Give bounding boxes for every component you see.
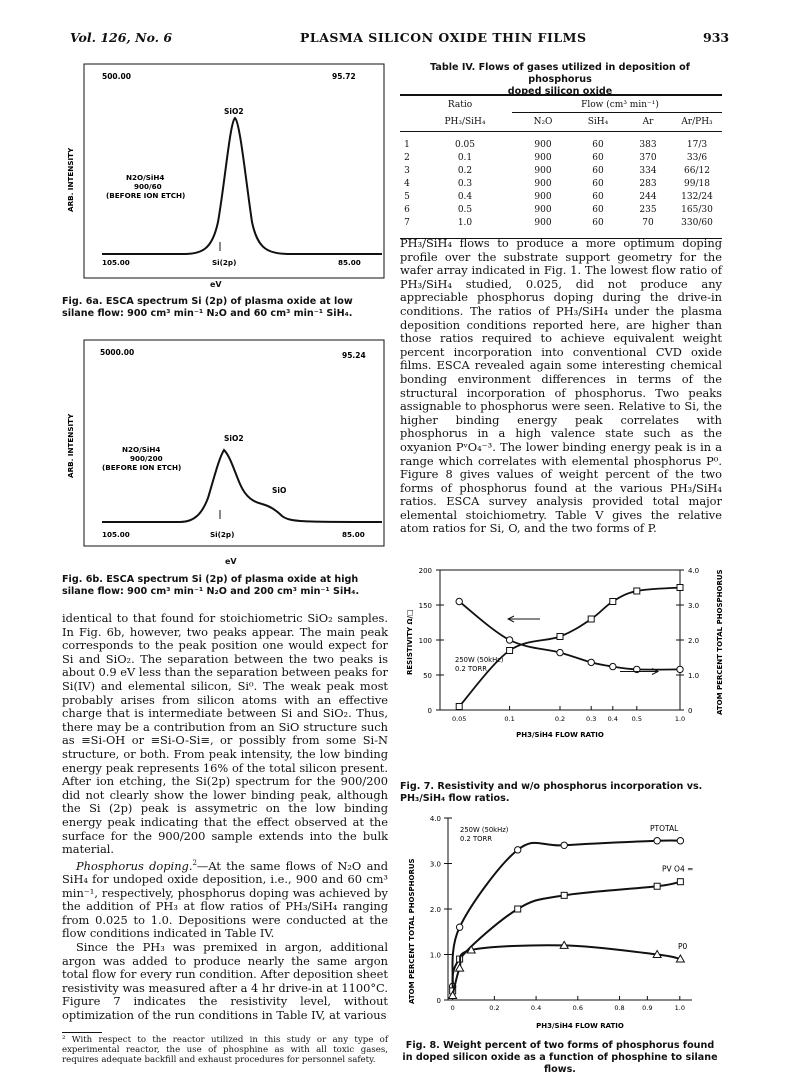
table4-col-1: PH₃/SiH₄ xyxy=(444,117,486,127)
fig6a-ylabel: ARB. INTENSITY xyxy=(66,147,75,212)
table4-cell: 33/6 xyxy=(686,153,708,163)
fig8-caption: Fig. 8. Weight percent of two forms of phosphorus found in doped silicon oxide as a function of phosphine to silane flows. xyxy=(402,1040,718,1075)
fig6a-bottom-mid: Si(2p) xyxy=(212,258,237,267)
fig7-xtick-label: 1.0 xyxy=(674,715,686,723)
fig6a-peak-label: SiO2 xyxy=(224,107,244,116)
fig7-resistivity-point xyxy=(610,663,616,669)
fig8-xtick-label: 0.4 xyxy=(530,1004,542,1012)
fig6b-caption: Fig. 6b. ESCA spectrum Si (2p) of plasma oxide at high silane flow: 900 cm³ min⁻¹ N₂O and 200 cm³ min⁻¹ SiH₄. xyxy=(62,574,360,597)
table4-cell: 132/24 xyxy=(681,192,713,202)
fig8-xtick-label: 1.0 xyxy=(674,1004,685,1012)
fig6a-sample-2: 900/60 xyxy=(134,182,162,191)
fig7-resistivity-point xyxy=(506,637,512,643)
fig7-arrow-left xyxy=(508,616,540,622)
fig7-phosphorus-point xyxy=(588,616,594,622)
table4-cell: 334 xyxy=(639,166,657,176)
table4-cell: 383 xyxy=(639,140,657,150)
table4-cell: 7 xyxy=(404,218,410,228)
fig6b-bottom-right: 85.00 xyxy=(342,530,365,539)
table4-cell: 2 xyxy=(404,153,410,163)
table4-cell: 17/3 xyxy=(686,140,708,150)
fig6a-sample-3: (BEFORE ION ETCH) xyxy=(106,191,186,200)
footnote: ² With respect to the reactor utilized in this study or any type of experimental reactor, the use of phosphine as with all toxic gases, requires adequate backfill and exhaust procedures for personnel safety. xyxy=(62,1035,388,1065)
fig7-phosphorus-point xyxy=(634,588,640,594)
table4-cell: 1.0 xyxy=(457,218,473,228)
fig6b-bottom-left: 105.00 xyxy=(102,530,130,539)
table4-header-rule xyxy=(400,131,722,132)
table4-cell: 6 xyxy=(404,205,410,215)
fig6a-top-right: 95.72 xyxy=(332,72,356,81)
fig7-ylabel-left: RESISTIVITY Ω/□ xyxy=(406,609,414,675)
fig7-ytick-label: 0 xyxy=(427,707,432,715)
table4-title xyxy=(400,62,720,98)
table4-col-5: Ar/PH₃ xyxy=(681,117,713,127)
table4-cell: 283 xyxy=(639,179,657,189)
fig8-xtick-label: 0.6 xyxy=(572,1004,583,1012)
table4-cell: 0.5 xyxy=(457,205,473,215)
table4-cell: 370 xyxy=(639,153,657,163)
table4-cell: 900 xyxy=(534,218,552,228)
fig7-phosphorus-point xyxy=(557,634,563,640)
table4-cell: 235 xyxy=(639,205,657,215)
fig6a-frame xyxy=(84,64,384,278)
fig8-ytick-label: 1.0 xyxy=(429,951,441,960)
table4-cell: 60 xyxy=(592,153,604,163)
fig6a-spectrum xyxy=(62,62,392,287)
fig6b-ylabel: ARB. INTENSITY xyxy=(66,413,75,478)
fig7-y2tick-label: 1.0 xyxy=(688,672,700,680)
fig7-ytick-label: 200 xyxy=(418,567,432,575)
fig8-ptotal-point xyxy=(677,838,683,844)
fig7-ytick-label: 50 xyxy=(423,672,432,680)
fig7-resistivity-point xyxy=(677,666,683,672)
fig8-xtick-label: 0 xyxy=(450,1004,455,1012)
fig6b-top-left: 5000.00 xyxy=(100,348,135,357)
fig8-cond2: 0.2 TORR xyxy=(460,835,492,843)
table4-cell: 1 xyxy=(404,140,410,150)
fig6b-unit: eV xyxy=(225,557,237,566)
right-column xyxy=(400,237,722,536)
fig7-xtick-label: 0.1 xyxy=(504,715,515,723)
table4-group-flow: Flow (cm³ min⁻¹) xyxy=(581,100,659,110)
table4-cell: 60 xyxy=(592,218,604,228)
fig6b-sample-2: 900/200 xyxy=(130,454,163,463)
fig7-y2tick-label: 0 xyxy=(688,707,693,715)
fig8-ytick-label: 4.0 xyxy=(429,815,441,823)
fig8-ytick-label: 2.0 xyxy=(429,906,441,914)
fig6b-spectrum xyxy=(62,338,392,553)
fig8-pv-point xyxy=(515,906,521,912)
fig8-pv-point xyxy=(654,883,660,889)
table4-cell: 60 xyxy=(592,179,604,189)
table4-cell: 0.4 xyxy=(457,192,473,202)
fig7-xlabel: PH3/SiH4 FLOW RATIO xyxy=(516,731,604,739)
fig8-ptotal-line xyxy=(452,840,680,986)
fig7-xtick-label: 0.05 xyxy=(451,715,467,723)
fig8-ptotal-point xyxy=(561,842,567,848)
table4-cell: 60 xyxy=(592,205,604,215)
fig7-phosphorus-line xyxy=(459,588,680,707)
fig8-xtick-label: 0.8 xyxy=(614,1004,625,1012)
fig7-phosphorus-point xyxy=(456,704,462,710)
fig8-cond1: 250W (50kHz) xyxy=(460,826,509,834)
fig7-xtick-label: 0.2 xyxy=(554,715,566,723)
left-column xyxy=(62,612,388,1023)
fig6a-bottom-right: 85.00 xyxy=(338,258,361,267)
table4-cell: 60 xyxy=(592,166,604,176)
table4-cell: 0.2 xyxy=(457,166,473,176)
section-title: Phosphorus doping. xyxy=(76,858,193,873)
page-number: 933 xyxy=(703,30,730,45)
table4-cell: 4 xyxy=(404,179,410,189)
fig7-resistivity-point xyxy=(557,649,563,655)
fig7-ytick-label: 100 xyxy=(418,637,432,645)
fig8-pv-point xyxy=(677,879,683,885)
fig8-ptotal-point xyxy=(654,838,660,844)
fig7-phosphorus-point xyxy=(507,648,513,654)
fig6b-sample-1: N2O/SiH4 xyxy=(122,445,161,454)
table4-cell: 66/12 xyxy=(684,166,710,176)
fig7-phosphorus-point xyxy=(610,599,616,605)
fig7-xtick-label: 0.5 xyxy=(631,715,642,723)
fig7-cond2: 0.2 TORR xyxy=(455,665,487,673)
table4-cell: 70 xyxy=(642,218,654,228)
running-title: PLASMA SILICON OXIDE THIN FILMS xyxy=(300,30,587,45)
right-paragraph-1: PH₃/SiH₄ flows to produce a more optimum doping profile over the substrate support geometry for the wafer array indicated in Fig. 1. The lowest flow ratio of PH₃/SiH₄ studied, 0.025, did not produce any appreciable phosphorus doping during the drive-in conditions. The ratios of PH₃/SiH₄ under the plasma deposition conditions reported here, are higher than those ratios required to achieve equivalent weight percent incorporation into conventional CVD oxide films. ESCA revealed again some interesting chemical bonding environment differences in terms of the structural incorporation of phosphorus. Two peaks assignable to phosphorus were seen. Relative to Si, the higher binding energy peak correlates with phosphorus in a high valence state such as the oxyanion PᵛO₄⁻³. The lower binding energy peak is in a range which correlates with elemental phosphorus P⁰. Figure 8 gives values of weight percent of the two forms of phosphorus found at the various PH₃/SiH₄ ratios. ESCA survey analysis provided total major elemental stoichiometry. Table V gives the relative atom ratios for Si, O, and the two forms of P. xyxy=(400,236,722,536)
volume-label: Vol. 126, No. 6 xyxy=(70,30,173,45)
fig8-xtick-label: 0.9 xyxy=(642,1004,653,1012)
fig7-y2tick-label: 2.0 xyxy=(688,637,700,645)
table4-cell: 900 xyxy=(534,166,552,176)
fig7-resistivity-point xyxy=(588,659,594,665)
fig8-label-p0: P0 xyxy=(678,942,688,952)
footnote-rule xyxy=(62,1032,102,1033)
left-paragraph-2-body: —At the same flows of N₂O and SiH₄ for undoped oxide deposition, i.e., 900 and 60 cm³ min⁻¹, respectively, phosphorus doping was achieved by the addition of PH₃ at flow ratios of PH₃/SiH₄ ranging from 0.025 to 1.0. Depositions were conducted at the flow conditions indicated in Table IV. xyxy=(62,858,388,941)
fig6a-top-left: 500.00 xyxy=(102,72,131,81)
fig8-label-pv: PV O4 = xyxy=(662,864,694,874)
table4-col-2: N₂O xyxy=(533,117,553,127)
table4-cell: 165/30 xyxy=(681,205,713,215)
fig8-ytick-label: 0 xyxy=(436,997,441,1005)
table4-cell: 0.1 xyxy=(457,153,473,163)
table4-col-3: SiH₄ xyxy=(587,117,609,127)
fig8-ylabel: ATOM PERCENT TOTAL PHOSPHORUS xyxy=(408,858,416,1004)
left-paragraph-3: Since the PH₃ was premixed in argon, additional argon was added to produce nearly the same argon total flow for every run condition. After deposition sheet resistivity was measured after a 4 hr drive-in at 1100°C. Figure 7 indicates the resistivity level, without optimization of the run conditions in Table IV, at various xyxy=(62,940,388,1023)
fig7-xtick-label: 0.3 xyxy=(586,715,597,723)
fig7-ytick-label: 150 xyxy=(418,602,432,610)
fig8-label-ptotal: PTOTAL xyxy=(650,823,679,833)
table4-top-rule xyxy=(400,94,722,96)
fig8-ptotal-point xyxy=(515,847,521,853)
fig8-xtick-label: 0.2 xyxy=(489,1004,500,1012)
fig7-caption: Fig. 7. Resistivity and w/o phosphorus incorporation vs. PH₃/SiH₄ flow ratios. xyxy=(400,781,703,804)
left-paragraph-2 xyxy=(62,857,388,941)
table4-cell: 0.05 xyxy=(454,140,476,150)
table4-cell: 330/60 xyxy=(681,218,713,228)
table4-cell: 5 xyxy=(404,192,410,202)
table4-cell: 3 xyxy=(404,166,410,176)
fig7-resistivity-point xyxy=(456,598,462,604)
table4-group-ratio: Ratio xyxy=(447,100,473,110)
table4-group-rule xyxy=(512,112,722,113)
fig8-chart xyxy=(400,810,730,1035)
table4-title-line2: doped silicon oxide xyxy=(507,86,613,97)
table4-cell: 900 xyxy=(534,192,552,202)
table4-cell: 900 xyxy=(534,205,552,215)
fig7-y2tick-label: 3.0 xyxy=(688,602,700,610)
table4-cell: 0.3 xyxy=(457,179,473,189)
fig7-phosphorus-point xyxy=(677,585,683,591)
table4-cell: 900 xyxy=(534,179,552,189)
table4-cell: 60 xyxy=(592,140,604,150)
table4-cell: 900 xyxy=(534,153,552,163)
fig7-chart xyxy=(400,558,730,773)
fig8-p0-line xyxy=(453,945,681,995)
fig6b-top-right: 95.24 xyxy=(342,351,366,360)
footnote-ref: 2 xyxy=(192,858,197,867)
fig7-ylabel-right: ATOM PERCENT TOTAL PHOSPHORUS xyxy=(716,569,724,715)
table4-cell: 60 xyxy=(592,192,604,202)
fig8-ptotal-point xyxy=(456,924,462,930)
fig6a-bottom-left: 105.00 xyxy=(102,258,130,267)
fig8-pv-point xyxy=(561,892,567,898)
fig8-xlabel: PH3/SiH4 FLOW RATIO xyxy=(536,1022,624,1030)
table4-cell: 99/18 xyxy=(684,179,710,189)
table4 xyxy=(400,94,722,244)
fig6b-peak-label: SiO2 xyxy=(224,434,244,443)
fig7-xtick-label: 0.4 xyxy=(607,715,618,723)
fig6b-sample-3: (BEFORE ION ETCH) xyxy=(102,463,182,472)
fig6a-sample-1: N2O/SiH4 xyxy=(126,173,165,182)
fig7-y2tick-label: 4.0 xyxy=(688,567,700,575)
table4-cell: 244 xyxy=(639,192,657,202)
table4-title-line1: Table IV. Flows of gases utilized in deposition of phosphorus xyxy=(430,62,690,85)
fig6a-caption: Fig. 6a. ESCA spectrum Si (2p) of plasma oxide at low silane flow: 900 cm³ min⁻¹ N₂O and 60 cm³ min⁻¹ SiH₄. xyxy=(62,296,353,319)
fig6b-peak2-label: SiO xyxy=(272,486,287,495)
fig6a-unit: eV xyxy=(210,280,222,289)
left-paragraph-1: identical to that found for stoichiometric SiO₂ samples. In Fig. 6b, however, two peaks appear. The main peak corresponds to the peak position one would expect for Si and SiO₂. The separation between the two peaks is about 0.9 eV less than the separation between peaks for Si(IV) and elemental silicon, Si⁰. The weak peak most probably arises from silicon atoms with an effective charge that is intermediate between Si and SiO₂. Thus, there may be a contribution from an SiO structure such as ≡Si-OH or ≡Si-O-Si≡, or possibly from some Si-N structure, or both. From peak intensity, the low binding energy peak represents 16% of the total silicon present. After ion etching, the Si(2p) spectrum for the 900/200 did not clearly show the lower binding peak, although the Si (2p) peak is assymetric on the low binding energy peak indicating that the effect observed at the surface for the 900/200 sample extends into the bulk material. xyxy=(62,611,388,857)
fig6b-frame xyxy=(84,340,384,546)
table4-cell: 900 xyxy=(534,140,552,150)
table4-col-4: Ar xyxy=(642,117,654,127)
fig8-ytick-label: 3.0 xyxy=(429,860,441,869)
fig7-cond1: 250W (50kHz) xyxy=(455,656,504,664)
fig6b-bottom-mid: Si(2p) xyxy=(210,530,235,539)
